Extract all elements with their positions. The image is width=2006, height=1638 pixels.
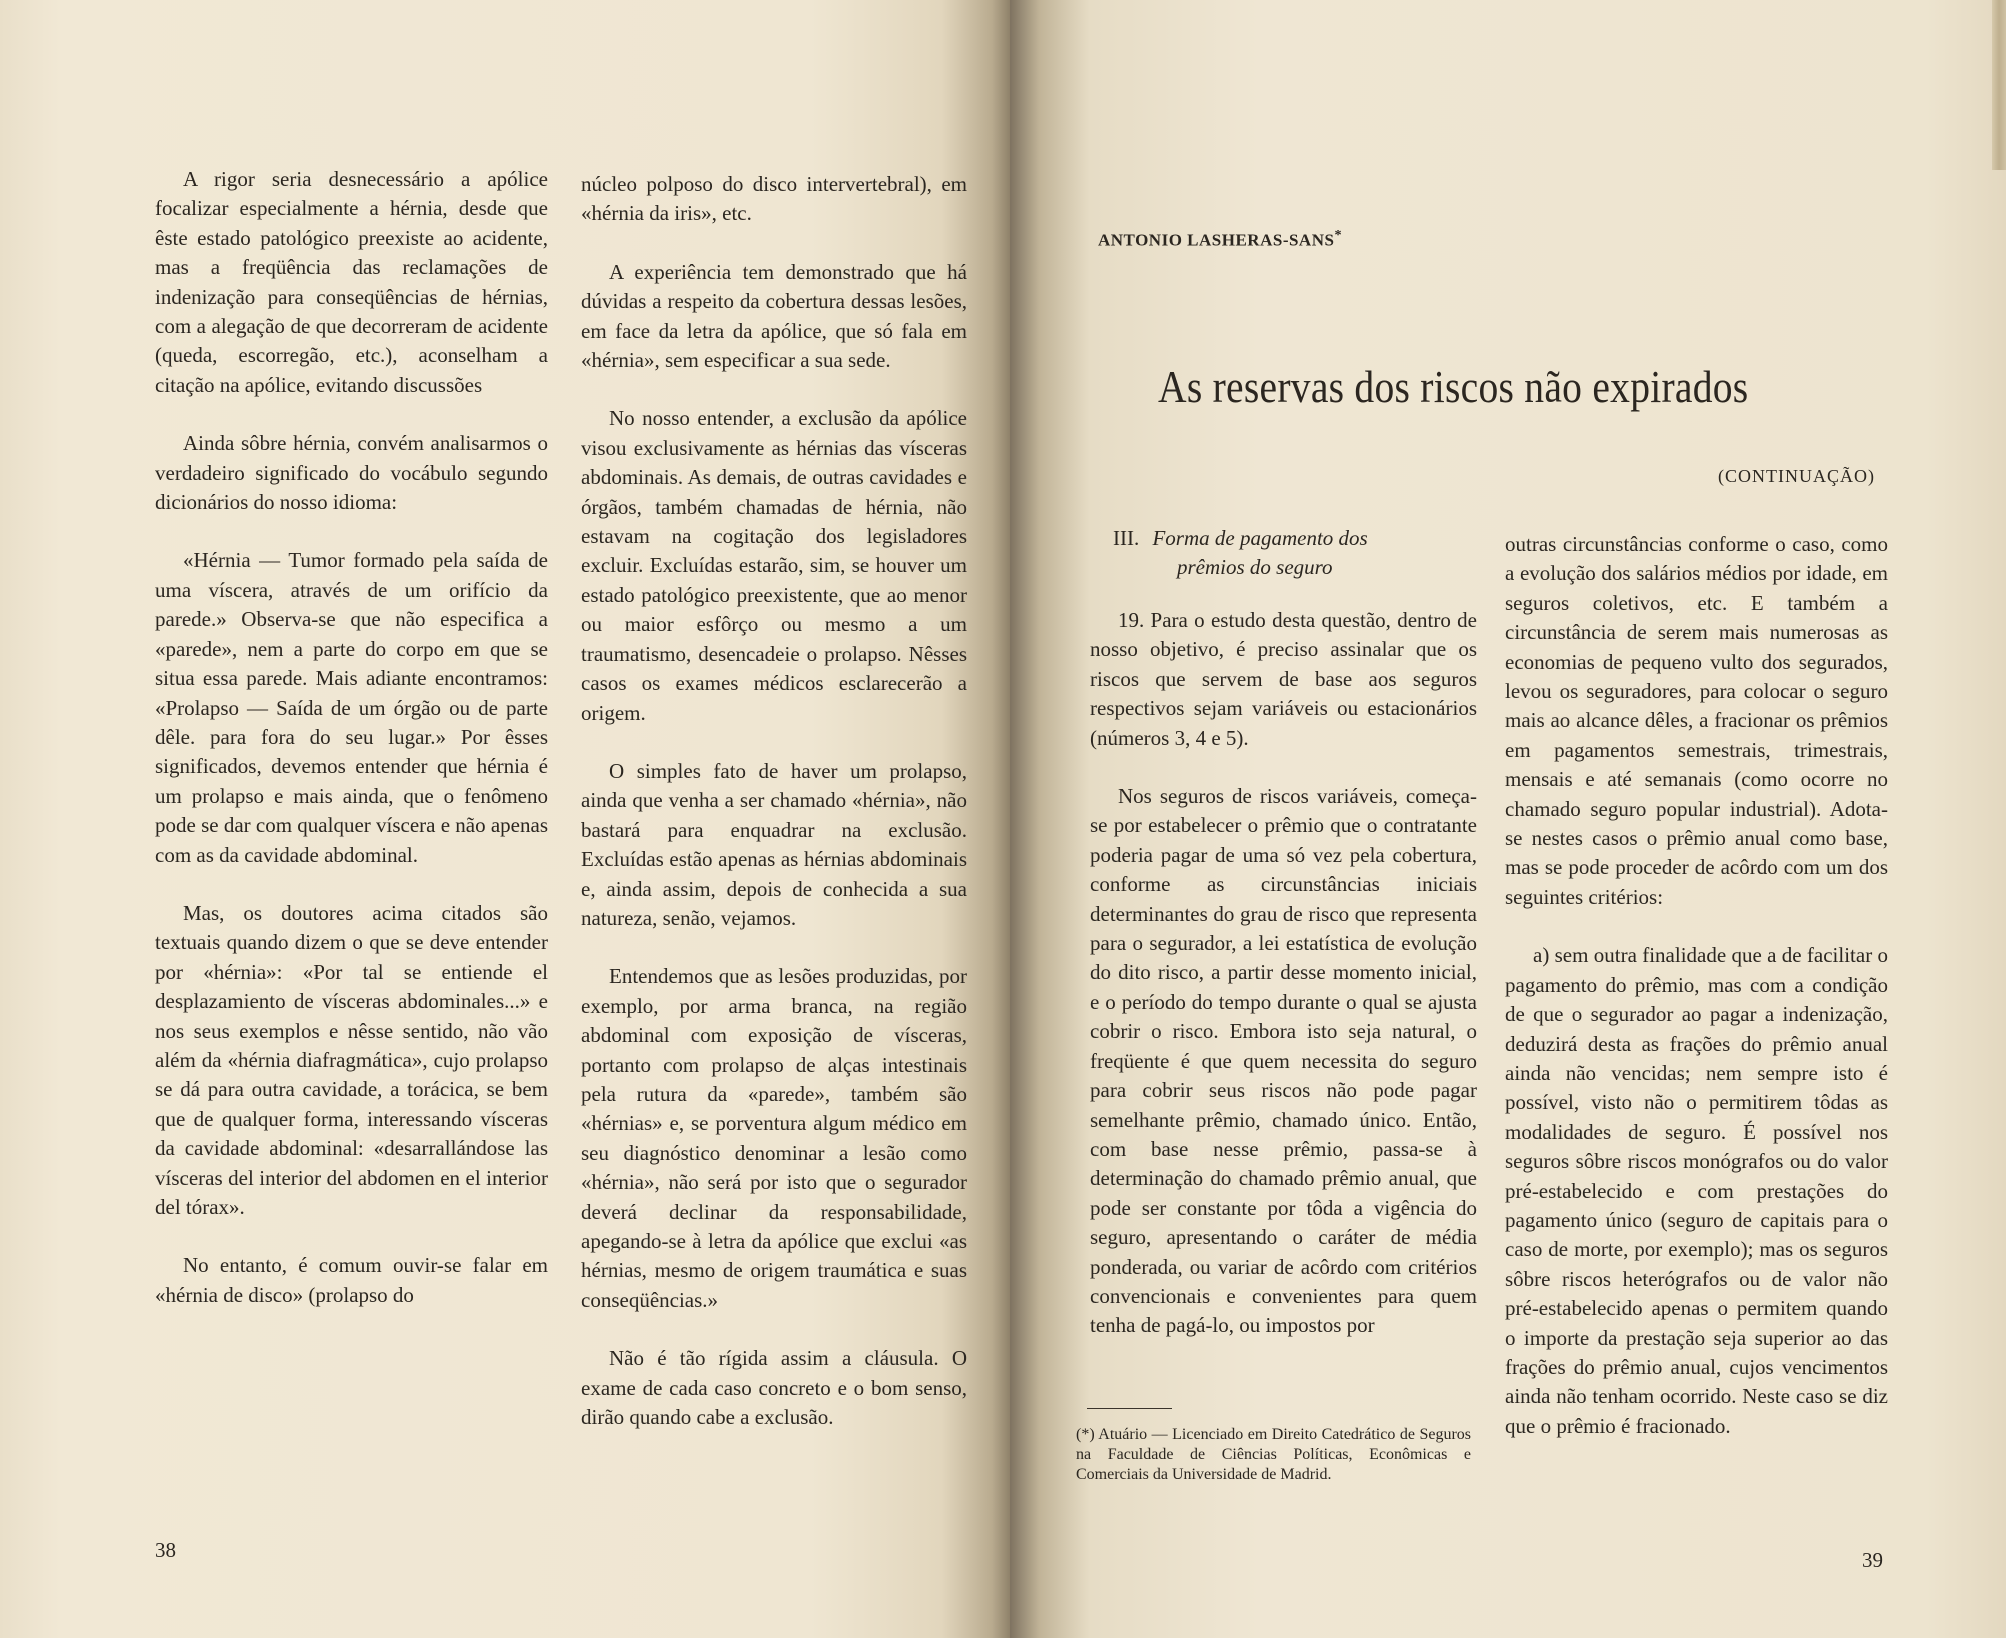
continuation-label: (CONTINUAÇÃO) [1718, 466, 1875, 486]
section-number: III. [1113, 526, 1140, 550]
left-column-1 [155, 165, 548, 1310]
paragraph: 19. Para o estudo desta questão, dentro de nosso objetivo, é preciso assinalar que os riscos que servem de base aos seguros respectivos sejam variáveis ou estacionários (números 3, 4 e 5). [1090, 608, 1477, 750]
page-number-right: 39 [1862, 1548, 1883, 1572]
section-title-line-1: Forma de pagamento dos [1152, 526, 1368, 550]
paragraph: Ainda sôbre hérnia, convém analisarmos o verdadeiro significado do vocábulo segundo dicionários do nosso idioma: [155, 431, 548, 515]
paragraph: No nosso entender, a exclusão da apólice visou exclusivamente as hérnias das vísceras abdominais. As demais, de outras cavidades e órgãos, também chamadas de hérnia, não estavam na cogitação dos legisladores excluir. Excluídas estarão, sim, se houver um estado patológico preexistente, que ao menor ou maior esfôrço ou mesmo a um traumatismo, desencadeie o prolapso. Nêsses casos os exames médicos esclarecerão a origem. [581, 406, 967, 725]
article-title: As reservas dos riscos não expirados [1158, 361, 1749, 412]
section-heading [1113, 524, 1483, 582]
paragraph: A rigor seria desnecessário a apólice focalizar especialmente a hérnia, desde que êste estado patológico preexiste ao acidente, mas a freqüência das reclamações de indenização para conseqüências de hérnias, com a alegação de que decorreram de acidente (queda, escorregão, etc.), aconselham a citação na apólice, evitando discussões [155, 167, 548, 397]
paragraph: outras circunstâncias conforme o caso, como a evolução dos salários médios por idade, em seguros coletivos, etc. E também a circunstância de serem mais numerosas as economias de pequeno vulto dos segurados, levou os seguradores, para colocar o seguro mais ao alcance dêles, a fracionar os prêmios em pagamentos semestrais, trimestrais, mensais e até semanais (como ocorre no chamado seguro popular industrial). Adota-se nestes casos o prêmio anual como base, mas se pode proceder de acôrdo com um dos seguintes critérios: [1505, 532, 1888, 909]
paragraph: Não é tão rígida assim a cláusula. O exame de cada caso concreto e o bom senso, dirão quando cabe a exclusão. [581, 1346, 967, 1430]
author-name: ANTONIO LASHERAS-SANS [1098, 230, 1335, 250]
author-footnote-mark: * [1334, 227, 1343, 243]
right-column-2 [1505, 530, 1888, 1441]
paragraph: Entendemos que as lesões produzidas, por exemplo, por arma branca, na região abdominal com exposição de vísceras, portanto com prolapso de alças intestinais pela rutura da «parede», também são «hérnias» e, se porventura algum médico em seu diagnóstico denominar a lesão como «hérnia», não será por isto que o segurador deverá declinar da responsabilidade, apegando-se à letra da apólice que exclui «as hérnias, mesmo de origem traumática e suas conseqüências.» [581, 964, 967, 1312]
paragraph: Nos seguros de riscos variáveis, começa-se por estabelecer o prêmio que o contratante poderia pagar de uma só vez pela cobertura, conforme as circunstâncias iniciais determinantes do grau de risco que representa para o segurador, a lei estatística de evolução do dito risco, a partir desse momento inicial, e o período do tempo durante o qual se ajusta cobrir o risco. Embora isto seja natural, o freqüente é que quem necessita do seguro para cobrir seus riscos não pode pagar semelhante prêmio, chamado único. Então, com base nesse prêmio, passa-se à determinação do chamado prêmio anual, que pode ser constante por tôda a vigência do seguro, apresentando o caráter de média ponderada, ou variar de acôrdo com critérios convencionais e convenientes para quem tenha de pagá-lo, ou impostos por [1090, 784, 1477, 1338]
author-line [1098, 227, 1342, 251]
page-number-left: 38 [155, 1538, 176, 1562]
paragraph: Mas, os doutores acima citados são textuais quando dizem o que se deve entender por «hérnia»: «Por tal se entiende el desplazamiento de vísceras abdominales...» e nos seus exemplos e nêsse sentido, não vão além da «hérnia diafragmática», cujo prolapso se dá para outra cavidade, a torácica, se bem que de qualquer forma, interessando vísceras da cavidade abdominal: «desarrallándose las vísceras del interior del abdomen en el interior del tórax». [155, 900, 548, 1219]
paragraph: a) sem outra finalidade que a de facilitar o pagamento do prêmio, mas com a condição de que o segurador ao pagar a indenização, deduzirá desta as frações do prêmio anual ainda não vencidas; nem sempre isto é possível, visto não o permitirem tôdas as modalidades de seguro. É possível nos seguros sôbre riscos monógrafos ou do valor pré-estabelecido e com prestações do pagamento único (seguro de capitais para o caso de morte, por exemplo); mas os seguros sôbre riscos heterógrafos ou de valor não pré-estabelecido apenas o permitem quando o importe da prestação seja superior ao das frações do prêmio anual, cujos vencimentos ainda não tenham ocorrido. Neste caso se diz que o prêmio é fracionado. [1505, 943, 1888, 1438]
right-column-1 [1090, 606, 1477, 1341]
paragraph: A experiência tem demonstrado que há dúvidas a respeito da cobertura dessas lesões, em face da letra da apólice, que só fala em «hérnia», sem especificar a sua sede. [581, 259, 967, 373]
paragraph: O simples fato de haver um prolapso, ainda que venha a ser chamado «hérnia», não bastará para enquadrar na exclusão. Excluídas estão apenas as hérnias abdominais e, ainda assim, depois de conhecida a sua natureza, senão, vejamos. [581, 758, 967, 930]
footnote-rule [1087, 1408, 1172, 1409]
paragraph: No entanto, é comum ouvir-se falar em «hérnia de disco» (prolapso do [155, 1253, 548, 1307]
section-title-line-2: prêmios do seguro [1177, 555, 1333, 579]
left-column-2 [581, 170, 967, 1432]
paragraph: núcleo polposo do disco intervertebral), em «hérnia da iris», etc. [581, 172, 967, 226]
footnote: (*) Atuário — Licenciado em Direito Catedrático de Seguros na Faculdade de Ciências Políticas, Econômicas e Comerciais da Universidade de Madrid. [1076, 1426, 1471, 1483]
paragraph: «Hérnia — Tumor formado pela saída de uma víscera, através de um orifício da parede.» Observa-se que não especifica a «parede», nem a parte do corpo em que se situa essa parede. Mais adiante encontramos: «Prolapso — Saída de um órgão ou de parte dêle. para fora do seu lugar.» Por êsses significados, devemos entender que hérnia é um prolapso e mais ainda, que o fenômeno pode se dar com qualquer víscera e não apenas com as da cavidade abdominal. [155, 548, 548, 867]
